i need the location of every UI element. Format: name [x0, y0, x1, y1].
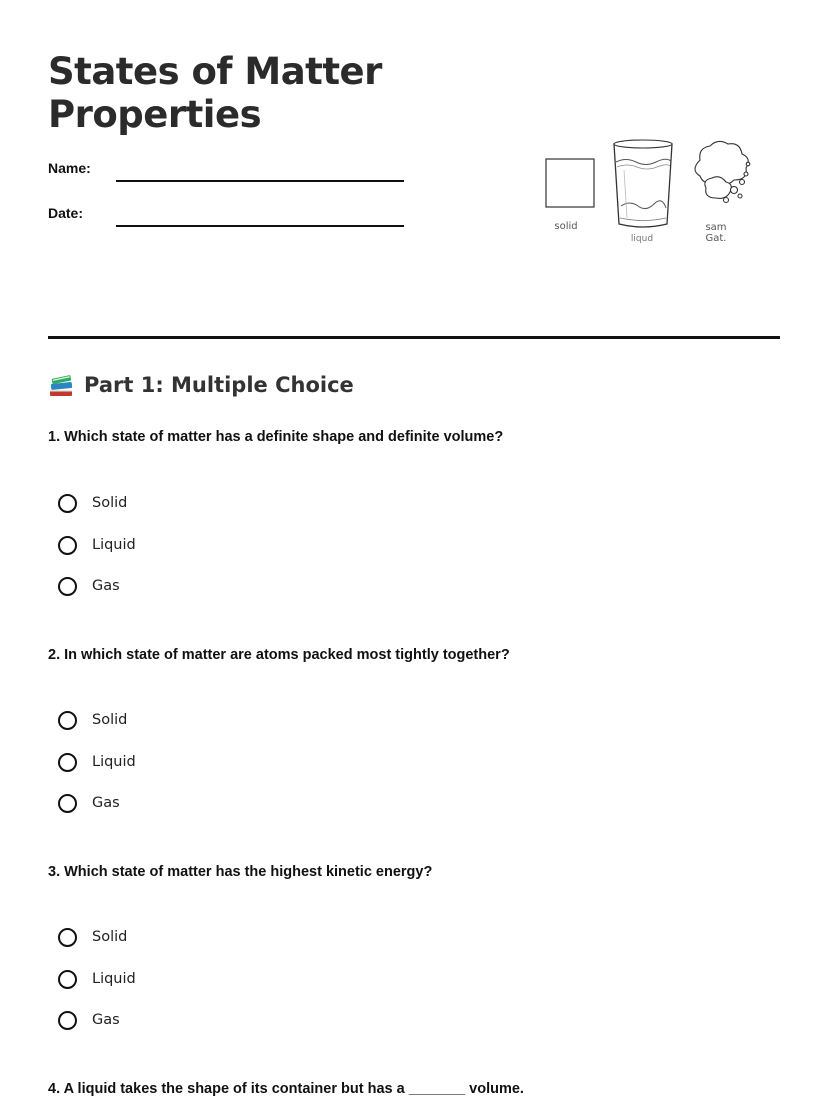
- date-field[interactable]: [116, 225, 404, 227]
- radio-button[interactable]: [58, 494, 77, 513]
- gas-label-line-2: Gat.: [705, 233, 727, 244]
- gas-label: [696, 222, 736, 244]
- q3-option-gas[interactable]: [58, 1008, 120, 1032]
- question-4: 4. A liquid takes the shape of its container but has a _______ volume.: [48, 1081, 524, 1097]
- q1-option-solid[interactable]: [58, 491, 127, 515]
- question-1: 1. Which state of matter has a definite shape and definite volume?: [48, 429, 504, 445]
- option-label: Gas: [92, 1012, 120, 1028]
- section-header: [48, 372, 354, 398]
- question-3: 3. Which state of matter has the highest kinetic energy?: [48, 864, 433, 880]
- divider: [48, 336, 780, 339]
- radio-button[interactable]: [58, 970, 77, 989]
- title-line-1: States of Matter: [48, 50, 382, 93]
- date-label: Date:: [48, 205, 84, 221]
- books-icon: [48, 372, 74, 398]
- gas-cloud: [695, 141, 750, 202]
- states-of-matter-illustration: [530, 130, 790, 260]
- radio-button[interactable]: [58, 577, 77, 596]
- name-field[interactable]: [116, 180, 404, 182]
- radio-button[interactable]: [58, 536, 77, 555]
- q1-option-liquid[interactable]: [58, 533, 136, 557]
- q3-option-solid[interactable]: [58, 925, 127, 949]
- option-label: Liquid: [92, 754, 136, 770]
- option-label: Liquid: [92, 971, 136, 987]
- q1-option-gas[interactable]: [58, 574, 120, 598]
- solid-square: [546, 159, 594, 207]
- radio-button[interactable]: [58, 928, 77, 947]
- name-label: Name:: [48, 160, 91, 176]
- q2-option-liquid[interactable]: [58, 750, 136, 774]
- option-label: Liquid: [92, 537, 136, 553]
- title-line-2: Properties: [48, 93, 262, 136]
- liquid-label: liqud: [630, 234, 654, 244]
- gas-label-line-1: sam: [705, 222, 727, 233]
- radio-button[interactable]: [58, 1011, 77, 1030]
- solid-label: solid: [554, 221, 578, 232]
- option-label: Gas: [92, 795, 120, 811]
- option-label: Solid: [92, 929, 128, 945]
- radio-button[interactable]: [58, 794, 77, 813]
- q2-option-gas[interactable]: [58, 791, 120, 815]
- radio-button[interactable]: [58, 711, 77, 730]
- page-title: [48, 50, 382, 136]
- liquid-glass: [614, 140, 672, 227]
- section-title: Part 1: Multiple Choice: [84, 373, 354, 397]
- q3-option-liquid[interactable]: [58, 967, 136, 991]
- question-2: 2. In which state of matter are atoms packed most tightly together?: [48, 647, 510, 663]
- option-label: Solid: [92, 495, 128, 511]
- option-label: Solid: [92, 712, 128, 728]
- q2-option-solid[interactable]: [58, 708, 127, 732]
- radio-button[interactable]: [58, 753, 77, 772]
- option-label: Gas: [92, 578, 120, 594]
